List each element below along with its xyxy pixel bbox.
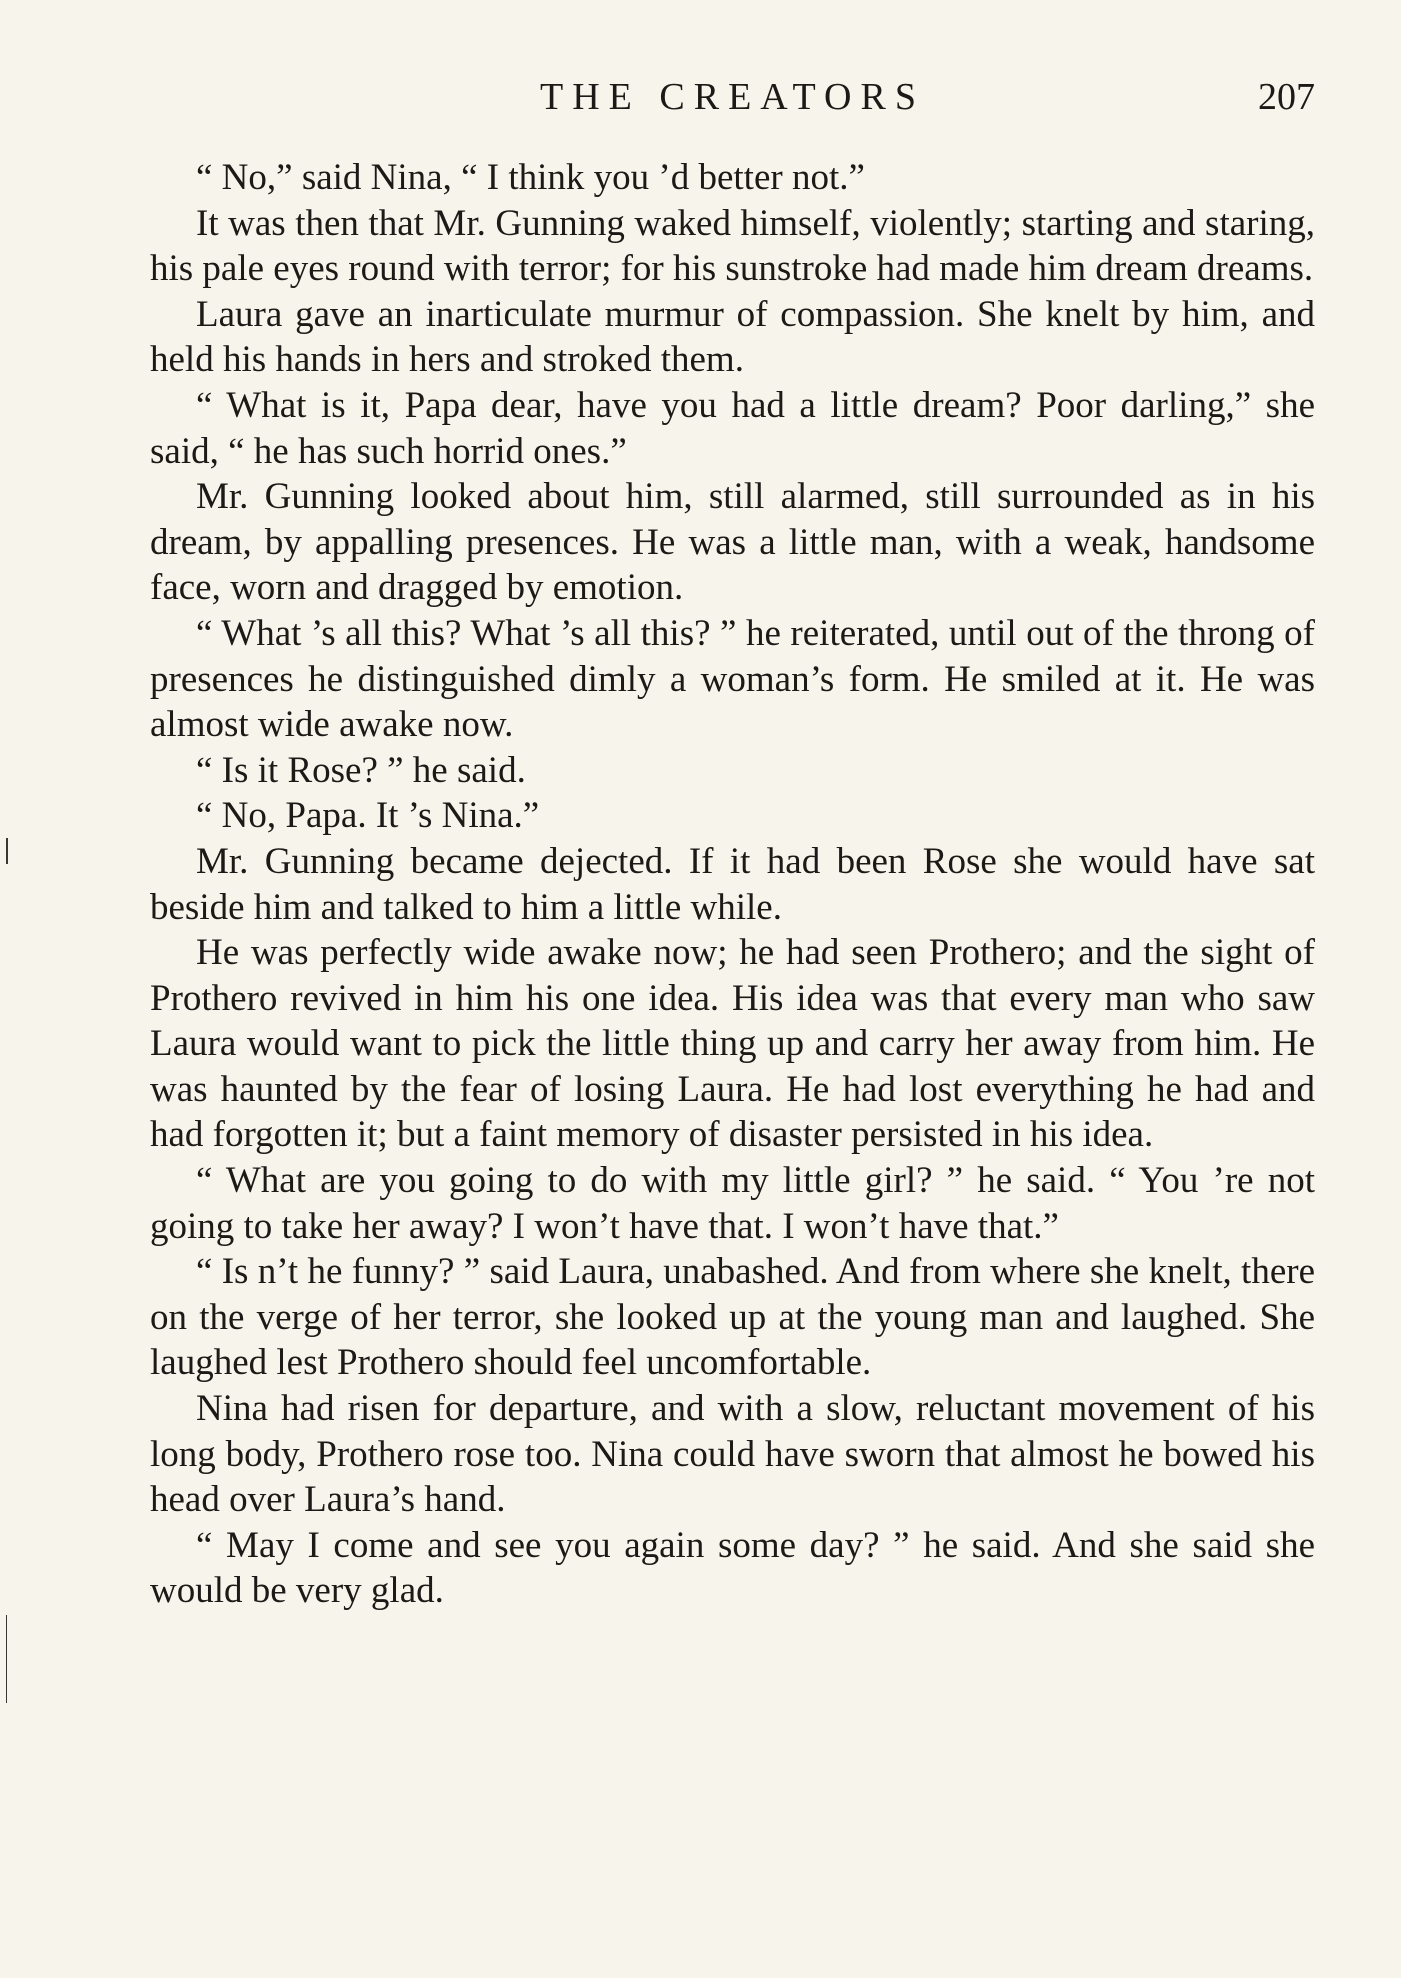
paragraph: “ May I come and see you again some day? ” he said. And she said she would be very glad. [150,1524,1315,1612]
body-text [150,155,1315,1614]
paragraph: “ No,” said Nina, “ I think you ’d better not.” [196,157,865,198]
paragraph: Laura gave an inarticulate murmur of compassion. She knelt by him, and held his hands in hers and stroked them. [150,293,1315,381]
running-title: THE CREATORS [540,76,925,118]
paragraph: “ No, Papa. It ’s Nina.” [196,795,540,837]
paragraph: Mr. Gunning looked about him, still alarmed, still surrounded as in his dream, by appalling presences. He was a little man, with a weak, handsome face, worn and dragged by emotion. [150,476,1315,609]
scan-margin-mark [6,838,8,864]
paragraph: Mr. Gunning became dejected. If it had been Rose she would have sat beside him and talked to him a little while. [150,840,1315,928]
paragraph: He was perfectly wide awake now; he had seen Prothero; and the sight of Prothero revived in him his one idea. His idea was that every man who saw Laura would want to pick the little thing up and carry her away from him. He was haunted by the fear of losing Laura. He had lost everything he had and had forgotten it; but a faint memory of disaster persisted in his idea. [150,932,1315,1156]
paragraph: “ What is it, Papa dear, have you had a little dream? Poor darling,” she said, “ he has such horrid ones.” [150,384,1315,472]
paragraph: It was then that Mr. Gunning waked himself, violently; starting and staring, his pale eyes round with terror; for his sunstroke had made him dream dreams. [150,202,1315,290]
paragraph: “ What are you going to do with my little girl? ” he said. “ You ’re not going to take her away? I won’t have that. I won’t have that.” [150,1160,1315,1247]
paragraph: “ Is n’t he funny? ” said Laura, unabashed. And from where she knelt, there on the verge of her terror, she looked up at the young man and laughed. She laughed lest Prothero should feel uncomfortable. [150,1251,1315,1384]
running-head [150,72,1315,122]
scan-margin-mark [6,1615,7,1703]
paragraph: “ What ’s all this? What ’s all this? ” he reiterated, until out of the throng of presences he distinguished dimly a woman’s form. He smiled at it. He was almost wide awake now. [150,612,1315,746]
paragraph: Nina had risen for departure, and with a slow, reluctant movement of his long body, Prothero rose too. Nina could have sworn that almost he bowed his head over Laura’s hand. [150,1388,1315,1521]
paragraph: “ Is it Rose? ” he said. [196,749,526,791]
page-number: 207 [1258,76,1315,118]
